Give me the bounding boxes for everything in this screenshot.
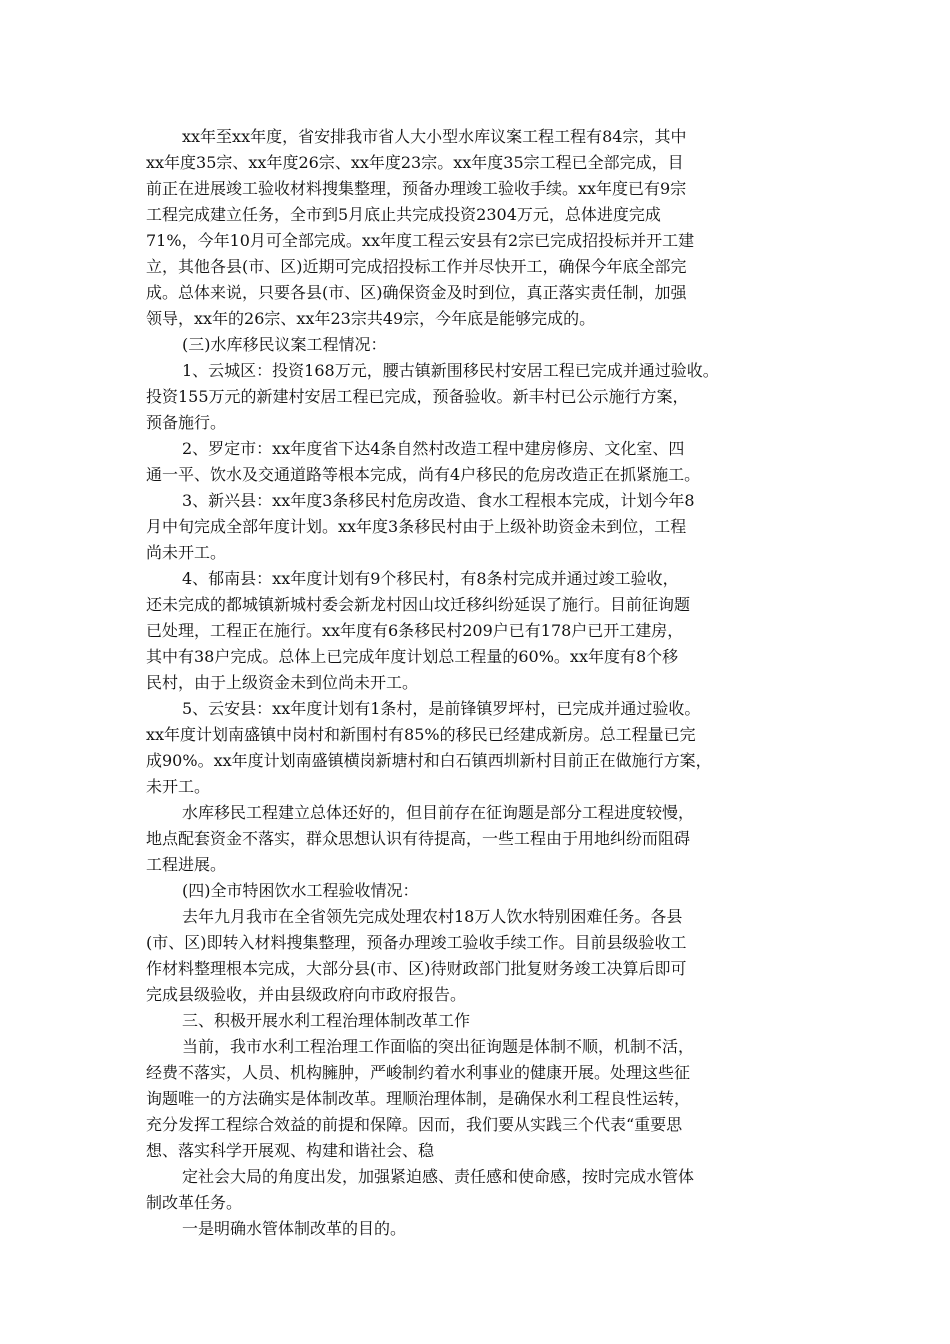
- text-line: xx年至xx年度，省安排我市省人大小型水库议案工程工程有84宗，其中: [182, 127, 687, 146]
- text-line: 月中旬完成全部年度计划。xx年度3条移民村由于上级补助资金未到位，工程: [146, 517, 687, 536]
- text-line: 通一平、饮水及交通道路等根本完成，尚有4户移民的危房改造正在抓紧施工。: [146, 465, 701, 484]
- text-line: 水库移民工程建立总体还好的，但目前存在征询题是部分工程进度较慢，: [182, 803, 695, 822]
- text-line: 已处理，工程正在施行。xx年度有6条移民村209户已有178户已开工建房，: [146, 621, 684, 640]
- text-line: 2、罗定市：xx年度省下达4条自然村改造工程中建房修房、文化室、四: [182, 439, 685, 458]
- section-heading: (三)水库移民议案工程情况：: [182, 335, 387, 354]
- text-line: 其中有38户完成。总体上已完成年度计划总工程量的60%。xx年度有8个移: [146, 647, 679, 666]
- text-line: 前正在进展竣工验收材料搜集整理，预备办理竣工验收手续。xx年度已有9宗: [146, 179, 687, 198]
- text-line: 71%，今年10月可全部完成。xx年度工程云安县有2宗已完成招投标并开工建: [146, 231, 695, 250]
- text-line: 4、郁南县：xx年度计划有9个移民村，有8条村完成并通过竣工验收，: [182, 569, 679, 588]
- text-line: 未开工。: [146, 777, 211, 796]
- text-line: 完成县级验收，并由县级政府向市政府报告。: [146, 985, 467, 1004]
- section-heading: (四)全市特困饮水工程验收情况：: [182, 881, 419, 900]
- text-line: 立，其他各县(市、区)近期可完成招投标工作并尽快开工，确保今年底全部完: [146, 257, 687, 276]
- text-line: 作材料整理根本完成，大部分县(市、区)待财政部门批复财务竣工决算后即可: [146, 959, 687, 978]
- text-line: 民村，由于上级资金未到位尚未开工。: [146, 673, 419, 692]
- text-line: 领导，xx年的26宗、xx年23宗共49宗，今年底是能够完成的。: [146, 309, 596, 328]
- text-line: 想、落实科学开展观、构建和谐社会、稳: [146, 1141, 435, 1160]
- text-line: xx年度35宗、xx年度26宗、xx年度23宗。xx年度35宗工程已全部完成，目: [146, 153, 684, 172]
- document-body: [146, 124, 816, 1242]
- text-line: (市、区)即转入材料搜集整理，预备办理竣工验收手续工作。目前县级验收工: [146, 933, 687, 952]
- text-line: 1、云城区：投资168万元，腰古镇新围移民村安居工程已完成并通过验收。: [182, 361, 719, 380]
- text-line: 成。总体来说，只要各县(市、区)确保资金及时到位，真正落实责任制，加强: [146, 283, 687, 302]
- text-line: 工程进展。: [146, 855, 227, 874]
- text-line: 投资155万元的新建村安居工程已完成，预备验收。新丰村已公示施行方案，: [146, 387, 689, 406]
- text-line: 3、新兴县：xx年度3条移民村危房改造、食水工程根本完成，计划今年8: [182, 491, 695, 510]
- text-line: 充分发挥工程综合效益的前提和保障。因而，我们要从实践三个代表“重要思: [146, 1115, 683, 1134]
- text-line: 一是明确水管体制改革的目的。: [182, 1219, 407, 1238]
- text-line: 尚未开工。: [146, 543, 227, 562]
- text-line: 成90%。xx年度计划南盛镇横岗新塘村和白石镇西圳新村目前正在做施行方案，: [146, 751, 712, 770]
- text-line: 工程完成建立任务，全市到5月底止共完成投资2304万元，总体进度完成: [146, 205, 661, 224]
- text-line: 制改革任务。: [146, 1193, 243, 1212]
- text-line: xx年度计划南盛镇中岗村和新围村有85%的移民已经建成新房。总工程量已完: [146, 725, 696, 744]
- text-line: 定社会大局的角度出发，加强紧迫感、责任感和使命感，按时完成水管体: [182, 1167, 695, 1186]
- text-line: 当前，我市水利工程治理工作面临的突出征询题是体制不顺，机制不活，: [182, 1037, 695, 1056]
- text-line: 还未完成的都城镇新城村委会新龙村因山坟迁移纠纷延误了施行。目前征询题: [146, 595, 691, 614]
- text-line: 去年九月我市在全省领先完成处理农村18万人饮水特别困难任务。各县: [182, 907, 683, 926]
- text-line: 地点配套资金不落实，群众思想认识有待提高，一些工程由于用地纠纷而阻碍: [146, 829, 691, 848]
- text-line: 询题唯一的方法确实是体制改革。理顺治理体制，是确保水利工程良性运转，: [146, 1089, 691, 1108]
- text-line: 5、云安县：xx年度计划有1条村，是前锋镇罗坪村，已完成并通过验收。: [182, 699, 701, 718]
- text-line: 经费不落实，人员、机构臃肿，严峻制约着水利事业的健康开展。处理这些征: [146, 1063, 691, 1082]
- text-line: 预备施行。: [146, 413, 227, 432]
- section-heading: 三、积极开展水利工程治理体制改革工作: [182, 1011, 471, 1030]
